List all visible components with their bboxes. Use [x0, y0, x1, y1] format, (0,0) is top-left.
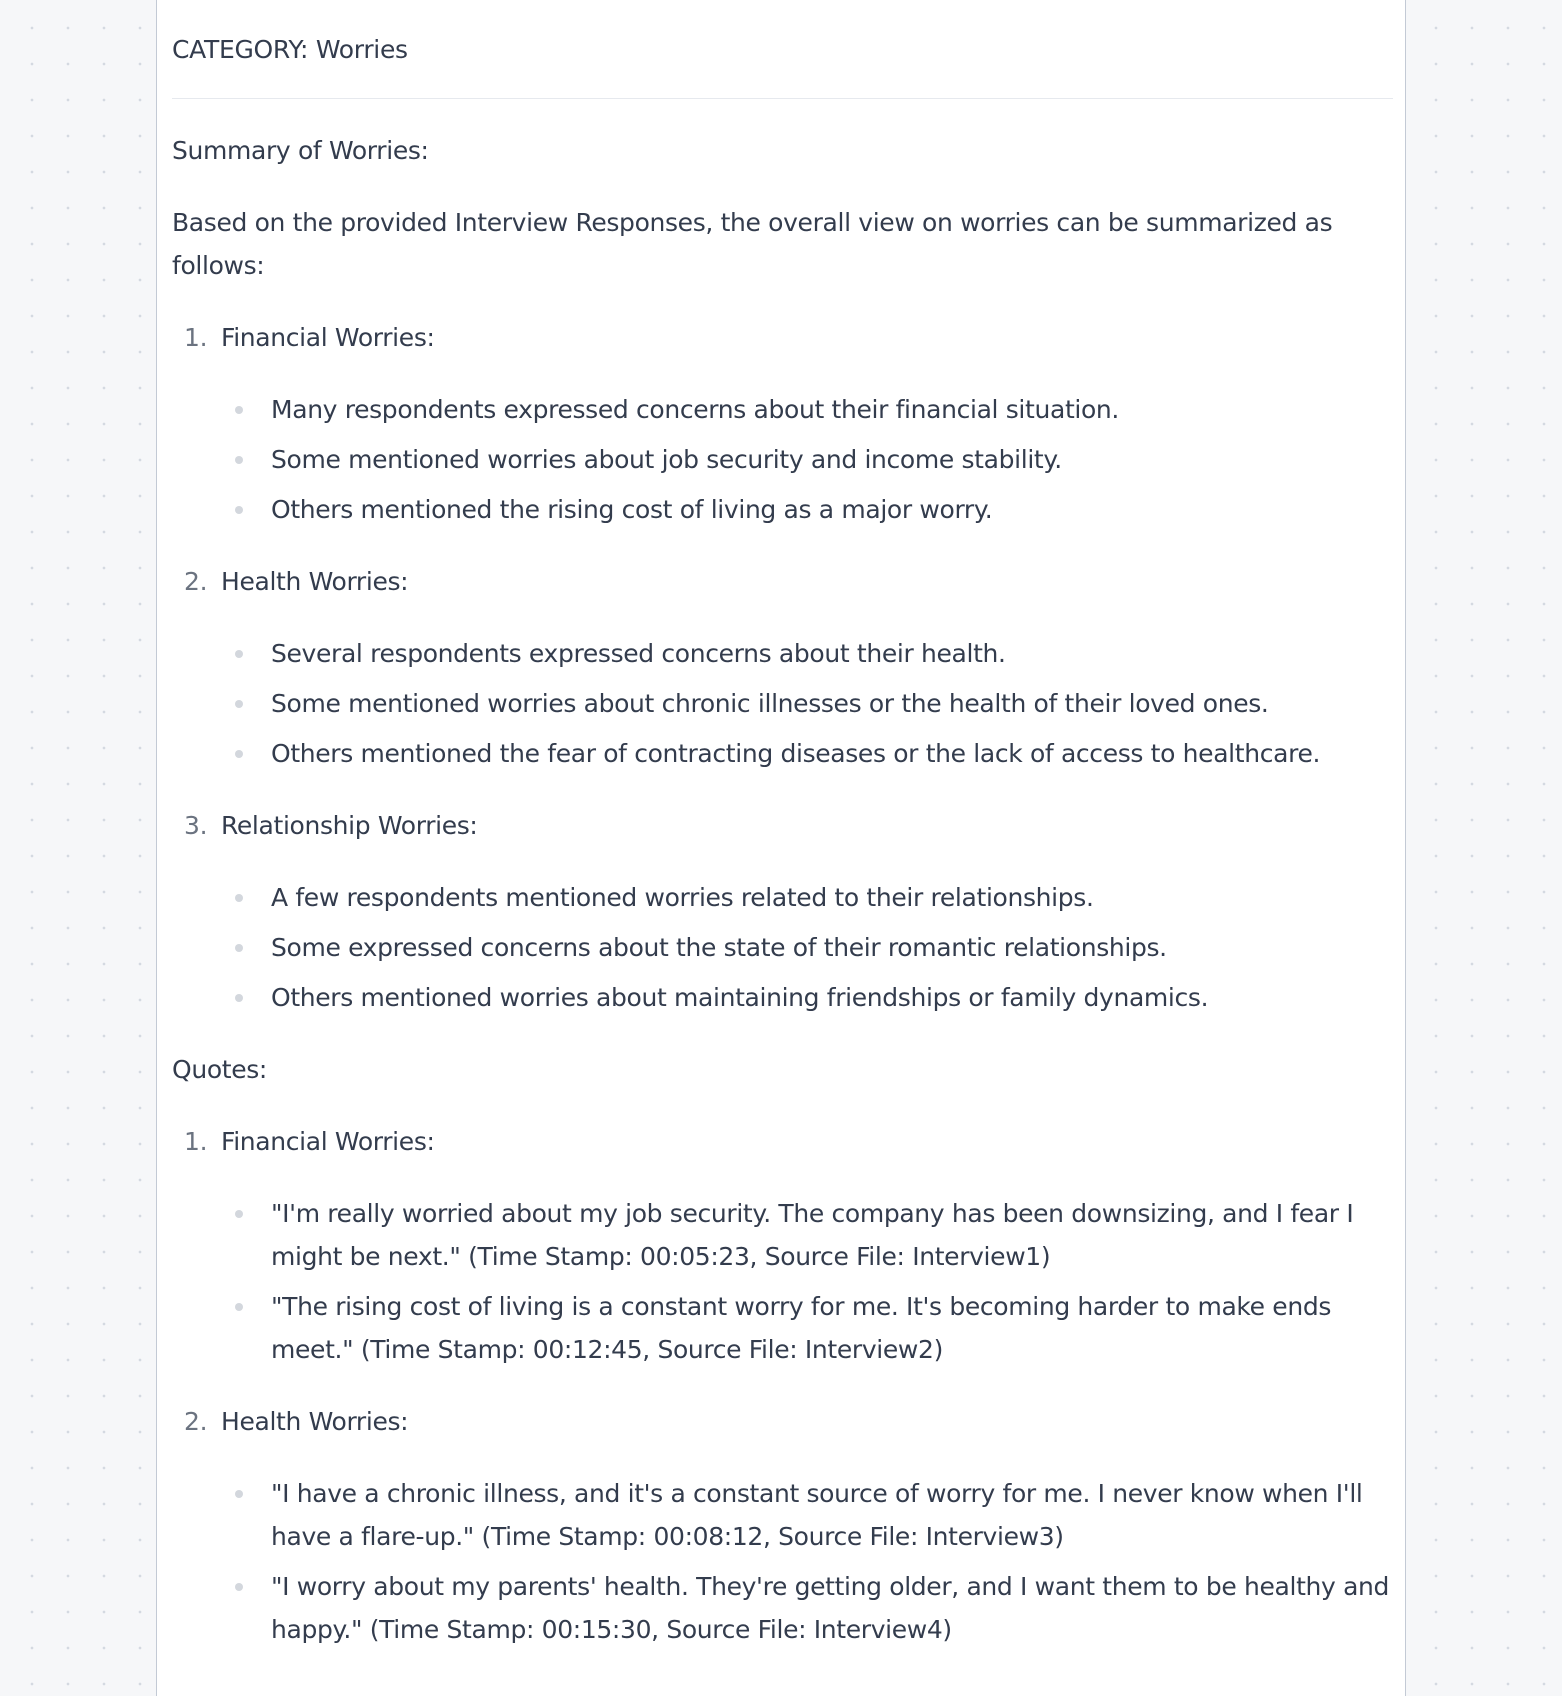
list-item-text: Many respondents expressed concerns about their financial situation.	[271, 395, 1120, 424]
list-item	[271, 732, 1393, 775]
bullet-list	[172, 1192, 1393, 1371]
bullet-dot-icon	[235, 650, 243, 658]
bullet-dot-icon	[235, 750, 243, 758]
list-item-text: Some expressed concerns about the state of their romantic relationships.	[271, 933, 1167, 962]
summary-heading: Summary of Worries:	[172, 136, 429, 165]
quote-item	[271, 1285, 1393, 1371]
list-item	[271, 926, 1393, 969]
bullet-dot-icon	[235, 944, 243, 952]
list-item-text: A few respondents mentioned worries related to their relationships.	[271, 883, 1094, 912]
list-item	[271, 976, 1393, 1019]
section-number: 1.	[184, 1127, 208, 1156]
list-item	[271, 488, 1393, 531]
summary-section-health	[172, 560, 1393, 775]
bullet-dot-icon	[235, 1210, 243, 1218]
quote-text: "I'm really worried about my job security. The company has been downsizing, and I fear I might be next." (Time Stamp: 00:05:23, Source File: Interview1)	[271, 1199, 1354, 1271]
bullet-list	[172, 388, 1393, 531]
document-content	[172, 0, 1393, 1651]
category-header: CATEGORY: Worries	[172, 0, 1393, 99]
quote-text: "I worry about my parents' health. They're getting older, and I want them to be healthy and happy." (Time Stamp: 00:15:30, Source File: Interview4)	[271, 1572, 1390, 1644]
section-title: Financial Worries:	[221, 323, 435, 352]
summary-section-financial	[172, 316, 1393, 531]
bullet-list	[172, 876, 1393, 1019]
quote-text: "The rising cost of living is a constant worry for me. It's becoming harder to make ends meet." (Time Stamp: 00:12:45, Source File: Interview2)	[271, 1292, 1332, 1364]
section-title: Financial Worries:	[221, 1127, 435, 1156]
bullet-list	[172, 632, 1393, 775]
section-number: 2.	[184, 567, 208, 596]
list-item-text: Some mentioned worries about chronic illnesses or the health of their loved ones.	[271, 689, 1269, 718]
section-title: Health Worries:	[221, 567, 409, 596]
list-item	[271, 438, 1393, 481]
bullet-dot-icon	[235, 994, 243, 1002]
bullet-dot-icon	[235, 894, 243, 902]
quotes-section-health	[172, 1400, 1393, 1651]
section-number: 1.	[184, 323, 208, 352]
bullet-list	[172, 1472, 1393, 1651]
section-number: 3.	[184, 811, 208, 840]
list-item-text: Several respondents expressed concerns about their health.	[271, 639, 1006, 668]
quote-item	[271, 1192, 1393, 1278]
list-item-text: Some mentioned worries about job security and income stability.	[271, 445, 1062, 474]
list-item	[271, 682, 1393, 725]
section-title: Health Worries:	[221, 1407, 409, 1436]
quotes-heading: Quotes:	[172, 1055, 267, 1084]
list-item-text: Others mentioned the rising cost of living as a major worry.	[271, 495, 993, 524]
list-item-text: Others mentioned the fear of contracting diseases or the lack of access to healthcare.	[271, 739, 1321, 768]
document-panel	[156, 0, 1406, 1696]
bullet-dot-icon	[235, 456, 243, 464]
quote-text: "I have a chronic illness, and it's a constant source of worry for me. I never know when I'll have a flare-up." (Time Stamp: 00:08:12, Source File: Interview3)	[271, 1479, 1363, 1551]
bullet-dot-icon	[235, 700, 243, 708]
list-item	[271, 388, 1393, 431]
summary-intro: Based on the provided Interview Responses, the overall view on worries can be summarized as follows:	[172, 208, 1333, 280]
summary-section-relationship	[172, 804, 1393, 1019]
section-number: 2.	[184, 1407, 208, 1436]
bullet-dot-icon	[235, 406, 243, 414]
bullet-dot-icon	[235, 1583, 243, 1591]
bullet-dot-icon	[235, 1490, 243, 1498]
section-title: Relationship Worries:	[221, 811, 478, 840]
bullet-dot-icon	[235, 506, 243, 514]
quotes-section-financial	[172, 1120, 1393, 1371]
list-item	[271, 632, 1393, 675]
quote-item	[271, 1565, 1393, 1651]
bullet-dot-icon	[235, 1303, 243, 1311]
list-item	[271, 876, 1393, 919]
list-item-text: Others mentioned worries about maintaining friendships or family dynamics.	[271, 983, 1209, 1012]
quote-item	[271, 1472, 1393, 1558]
